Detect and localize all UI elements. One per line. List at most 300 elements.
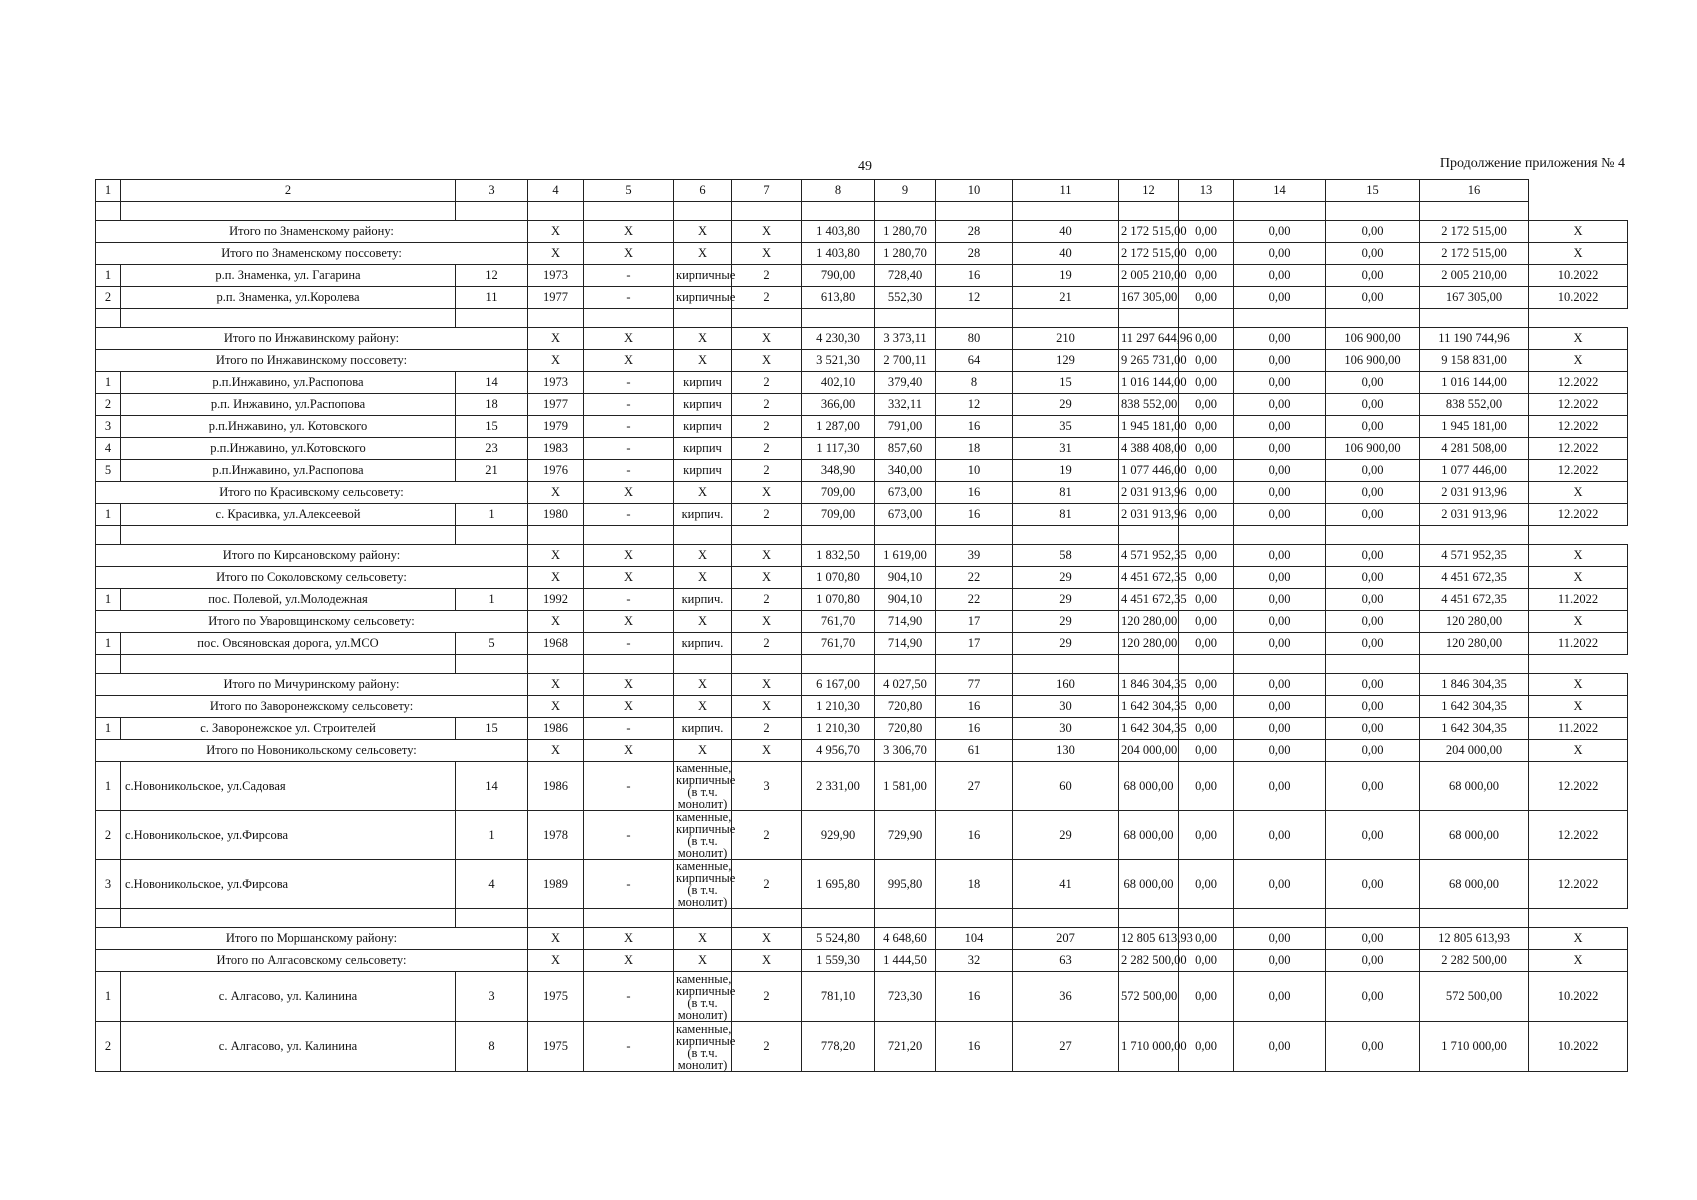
column-header: 3 [456, 180, 528, 202]
building-cell: 709,00 [802, 504, 875, 526]
building-cell: 0,00 [1179, 394, 1234, 416]
subtotal-cell: 2 172 515,00 [1119, 243, 1179, 265]
subtotal-cell: X [674, 545, 732, 567]
building-cell: 12.2022 [1529, 504, 1628, 526]
building-cell: 0,00 [1326, 460, 1420, 482]
building-cell: 0,00 [1326, 633, 1420, 655]
subtotal-cell: 0,00 [1326, 243, 1420, 265]
building-cell: 10 [936, 460, 1013, 482]
building-cell: - [584, 287, 674, 309]
building-cell: 0,00 [1234, 589, 1326, 611]
subtotal-cell: 673,00 [875, 482, 936, 504]
subtotal-cell: X [674, 243, 732, 265]
subtotal-cell: 1 280,70 [875, 243, 936, 265]
building-cell: 728,40 [875, 265, 936, 287]
column-header: 7 [732, 180, 802, 202]
building-cell: 0,00 [1326, 265, 1420, 287]
subtotal-cell: 39 [936, 545, 1013, 567]
building-cell: 21 [1013, 287, 1119, 309]
page-number: 49 [858, 159, 872, 174]
building-cell: 2 331,00 [802, 762, 875, 811]
subtotal-cell: 1 403,80 [802, 243, 875, 265]
building-cell: 3 [96, 860, 121, 909]
subtotal-cell: 129 [1013, 350, 1119, 372]
subtotal-cell: 4 648,60 [875, 928, 936, 950]
address-cell: с.Новоникольское, ул.Садовая [121, 762, 456, 811]
subtotal-cell: X [732, 482, 802, 504]
building-cell: 19 [1013, 265, 1119, 287]
building-cell: 0,00 [1326, 589, 1420, 611]
empty-cell [584, 909, 674, 928]
subtotal-cell: 64 [936, 350, 1013, 372]
empty-cell [1119, 309, 1179, 328]
building-cell: 0,00 [1179, 438, 1234, 460]
subtotal-cell: 0,00 [1326, 674, 1420, 696]
building-cell: 2 [732, 265, 802, 287]
subtotal-cell: X [1529, 950, 1628, 972]
subtotal-cell: 0,00 [1234, 740, 1326, 762]
building-cell: 16 [936, 265, 1013, 287]
subtotal-cell: X [528, 221, 584, 243]
subtotal-cell: 0,00 [1179, 350, 1234, 372]
subtotal-cell: 207 [1013, 928, 1119, 950]
subtotal-label: Итого по Новоникольскому сельсовету: [96, 740, 528, 762]
building-cell: 14 [456, 762, 528, 811]
building-cell: 0,00 [1234, 394, 1326, 416]
building-cell: 1 945 181,00 [1420, 416, 1529, 438]
building-cell: 19 [1013, 460, 1119, 482]
subtotal-cell: 0,00 [1326, 567, 1420, 589]
building-cell: 11.2022 [1529, 718, 1628, 740]
subtotal-cell: 106 900,00 [1326, 350, 1420, 372]
building-cell: 29 [1013, 589, 1119, 611]
subtotal-cell: 0,00 [1326, 221, 1420, 243]
subtotal-cell: 0,00 [1234, 696, 1326, 718]
building-cell: 1 945 181,00 [1119, 416, 1179, 438]
subtotal-label: Итого по Заворонежскому сельсовету: [96, 696, 528, 718]
column-header: 1 [96, 180, 121, 202]
empty-cell [802, 309, 875, 328]
building-cell: 0,00 [1234, 438, 1326, 460]
subtotal-cell: 0,00 [1234, 950, 1326, 972]
subtotal-cell: X [528, 350, 584, 372]
empty-cell [1013, 202, 1119, 221]
address-cell: р.п.Инжавино, ул.Распопова [121, 460, 456, 482]
empty-cell [936, 655, 1013, 674]
building-cell: 60 [1013, 762, 1119, 811]
building-cell: 120 280,00 [1119, 633, 1179, 655]
empty-cell [1234, 909, 1326, 928]
building-cell: 904,10 [875, 589, 936, 611]
building-cell: 10.2022 [1529, 287, 1628, 309]
building-cell: 0,00 [1326, 718, 1420, 740]
building-cell: 2 [96, 287, 121, 309]
building-cell: 340,00 [875, 460, 936, 482]
subtotal-cell: 0,00 [1234, 328, 1326, 350]
subtotal-cell: 714,90 [875, 611, 936, 633]
subtotal-cell: 9 265 731,00 [1119, 350, 1179, 372]
building-cell: 3 [456, 972, 528, 1022]
subtotal-cell: X [528, 950, 584, 972]
subtotal-cell: 0,00 [1179, 328, 1234, 350]
building-cell: - [584, 762, 674, 811]
building-cell: 2 [732, 860, 802, 909]
building-cell: 1 [96, 972, 121, 1022]
subtotal-cell: X [732, 611, 802, 633]
building-row [96, 718, 1628, 740]
building-cell: - [584, 589, 674, 611]
subtotal-label: Итого по Инжавинскому поссовету: [96, 350, 528, 372]
empty-cell [802, 909, 875, 928]
subtotal-cell: 4 451 672,35 [1420, 567, 1529, 589]
address-cell: р.п. Знаменка, ул. Гагарина [121, 265, 456, 287]
building-cell: 0,00 [1234, 265, 1326, 287]
building-cell: 0,00 [1326, 762, 1420, 811]
building-cell: 2 [732, 972, 802, 1022]
building-cell: 4 [96, 438, 121, 460]
building-cell: 1 [96, 589, 121, 611]
empty-cell [732, 202, 802, 221]
subtotal-cell: X [732, 674, 802, 696]
subtotal-cell: X [1529, 545, 1628, 567]
subtotal-cell: 204 000,00 [1119, 740, 1179, 762]
empty-cell [802, 655, 875, 674]
building-cell: 0,00 [1326, 287, 1420, 309]
building-cell: 14 [456, 372, 528, 394]
subtotal-label: Итого по Кирсановскому району: [96, 545, 528, 567]
building-cell: 68 000,00 [1119, 811, 1179, 860]
subtotal-cell: 28 [936, 221, 1013, 243]
empty-cell [584, 655, 674, 674]
building-cell: 720,80 [875, 718, 936, 740]
subtotal-cell: 104 [936, 928, 1013, 950]
building-cell: 2 [96, 1022, 121, 1072]
subtotal-cell: 0,00 [1179, 545, 1234, 567]
subtotal-cell: 1 559,30 [802, 950, 875, 972]
building-cell: 572 500,00 [1119, 972, 1179, 1022]
subtotal-cell: 40 [1013, 243, 1119, 265]
column-header: 5 [584, 180, 674, 202]
building-cell: 1 070,80 [802, 589, 875, 611]
building-row [96, 1022, 1628, 1072]
empty-cell [1326, 909, 1420, 928]
building-cell: 2 [732, 589, 802, 611]
subtotal-cell: X [1529, 674, 1628, 696]
spacer-row [96, 309, 1628, 328]
building-cell: 1 [456, 589, 528, 611]
building-cell: 5 [456, 633, 528, 655]
subtotal-row [96, 567, 1628, 589]
empty-cell [456, 309, 528, 328]
building-cell: 1975 [528, 972, 584, 1022]
building-cell: кирпич. [674, 589, 732, 611]
building-cell: кирпич [674, 438, 732, 460]
building-cell: 15 [1013, 372, 1119, 394]
empty-cell [1013, 655, 1119, 674]
building-cell: 0,00 [1179, 718, 1234, 740]
subtotal-cell: 4 230,30 [802, 328, 875, 350]
building-cell: 1 710 000,00 [1420, 1022, 1529, 1072]
building-cell: 1 016 144,00 [1119, 372, 1179, 394]
building-row [96, 633, 1628, 655]
empty-cell [456, 202, 528, 221]
building-cell: 0,00 [1234, 860, 1326, 909]
subtotal-cell: 0,00 [1179, 611, 1234, 633]
column-header: 12 [1119, 180, 1179, 202]
empty-cell [1179, 202, 1234, 221]
building-cell: 0,00 [1179, 416, 1234, 438]
building-cell: - [584, 633, 674, 655]
building-cell: 0,00 [1179, 287, 1234, 309]
empty-cell [528, 909, 584, 928]
building-cell: - [584, 460, 674, 482]
subtotal-cell: X [584, 740, 674, 762]
building-cell: 29 [1013, 811, 1119, 860]
building-cell: 0,00 [1179, 860, 1234, 909]
subtotal-cell: X [584, 328, 674, 350]
empty-cell [121, 655, 456, 674]
subtotal-cell: X [674, 950, 732, 972]
building-row [96, 416, 1628, 438]
subtotal-cell: X [674, 928, 732, 950]
empty-cell [121, 309, 456, 328]
subtotal-cell: 904,10 [875, 567, 936, 589]
address-cell: с. Алгасово, ул. Калинина [121, 1022, 456, 1072]
empty-cell [674, 909, 732, 928]
building-cell: 1 642 304,35 [1420, 718, 1529, 740]
building-cell: - [584, 860, 674, 909]
building-cell: 68 000,00 [1119, 762, 1179, 811]
subtotal-cell: 1 832,50 [802, 545, 875, 567]
building-cell: 3 [732, 762, 802, 811]
subtotal-cell: 2 700,11 [875, 350, 936, 372]
empty-cell [936, 909, 1013, 928]
building-cell: кирпич. [674, 718, 732, 740]
empty-cell [584, 309, 674, 328]
empty-cell [875, 655, 936, 674]
building-cell: кирпичные [674, 265, 732, 287]
building-row [96, 972, 1628, 1022]
building-cell: 27 [1013, 1022, 1119, 1072]
subtotal-cell: 1 846 304,35 [1420, 674, 1529, 696]
building-cell: 16 [936, 416, 1013, 438]
building-cell: 0,00 [1326, 1022, 1420, 1072]
empty-cell [936, 309, 1013, 328]
subtotal-row [96, 928, 1628, 950]
building-cell: 0,00 [1234, 416, 1326, 438]
subtotal-cell: 2 031 913,96 [1420, 482, 1529, 504]
empty-cell [1179, 909, 1234, 928]
building-row [96, 265, 1628, 287]
subtotal-cell: X [584, 482, 674, 504]
subtotal-cell: 2 031 913,96 [1119, 482, 1179, 504]
empty-cell [96, 202, 121, 221]
subtotal-cell: X [732, 928, 802, 950]
building-cell: 12.2022 [1529, 811, 1628, 860]
empty-cell [121, 202, 456, 221]
building-cell: 16 [936, 1022, 1013, 1072]
subtotal-cell: 0,00 [1234, 928, 1326, 950]
subtotal-row [96, 950, 1628, 972]
subtotal-cell: 0,00 [1234, 482, 1326, 504]
subtotal-cell: 1 280,70 [875, 221, 936, 243]
subtotal-cell: X [732, 221, 802, 243]
empty-cell [1420, 909, 1529, 928]
subtotal-cell: 2 282 500,00 [1119, 950, 1179, 972]
building-cell: 0,00 [1179, 460, 1234, 482]
empty-cell [1326, 655, 1420, 674]
building-cell: 1 117,30 [802, 438, 875, 460]
building-cell: 1 [96, 504, 121, 526]
building-cell: 552,30 [875, 287, 936, 309]
empty-cell [96, 309, 121, 328]
building-cell: кирпичные [674, 287, 732, 309]
empty-cell [1234, 655, 1326, 674]
empty-cell [1119, 202, 1179, 221]
subtotal-cell: 2 172 515,00 [1420, 221, 1529, 243]
subtotal-cell: X [674, 350, 732, 372]
building-cell: - [584, 811, 674, 860]
empty-cell [1420, 309, 1529, 328]
subtotal-cell: X [584, 950, 674, 972]
subtotal-cell: X [732, 950, 802, 972]
empty-cell [528, 309, 584, 328]
empty-cell [528, 526, 584, 545]
address-cell: пос. Полевой, ул.Молодежная [121, 589, 456, 611]
subtotal-cell: X [732, 545, 802, 567]
subtotal-cell: X [1529, 328, 1628, 350]
building-cell: 17 [936, 633, 1013, 655]
building-cell: - [584, 438, 674, 460]
building-cell: 4 281 508,00 [1420, 438, 1529, 460]
building-row [96, 438, 1628, 460]
building-cell: 2 [732, 416, 802, 438]
subtotal-cell: X [1529, 611, 1628, 633]
subtotal-cell: X [1529, 567, 1628, 589]
empty-cell [1179, 526, 1234, 545]
empty-cell [1119, 655, 1179, 674]
building-cell: каменные, кирпичные (в т.ч. монолит) [674, 1022, 732, 1072]
building-cell: 995,80 [875, 860, 936, 909]
building-cell: 10.2022 [1529, 1022, 1628, 1072]
building-cell: 1 287,00 [802, 416, 875, 438]
subtotal-cell: 0,00 [1179, 221, 1234, 243]
empty-cell [528, 655, 584, 674]
building-cell: 1 [456, 811, 528, 860]
building-cell: 1 695,80 [802, 860, 875, 909]
subtotal-cell: 0,00 [1179, 674, 1234, 696]
spacer-row [96, 526, 1628, 545]
building-cell: 2 [732, 504, 802, 526]
subtotal-cell: 0,00 [1234, 611, 1326, 633]
building-cell: 18 [936, 860, 1013, 909]
subtotal-cell: 0,00 [1179, 740, 1234, 762]
empty-cell [1119, 909, 1179, 928]
subtotal-row [96, 674, 1628, 696]
subtotal-row [96, 482, 1628, 504]
building-cell: 2 [732, 1022, 802, 1072]
building-cell: 1 077 446,00 [1119, 460, 1179, 482]
building-cell: 0,00 [1234, 372, 1326, 394]
building-cell: 11 [456, 287, 528, 309]
building-cell: 2 [732, 438, 802, 460]
subtotal-cell: 22 [936, 567, 1013, 589]
empty-cell [96, 655, 121, 674]
building-cell: 0,00 [1179, 265, 1234, 287]
building-cell: 36 [1013, 972, 1119, 1022]
building-cell: 1989 [528, 860, 584, 909]
subtotal-cell: 32 [936, 950, 1013, 972]
building-cell: - [584, 265, 674, 287]
address-cell: р.п. Инжавино, ул.Распопова [121, 394, 456, 416]
subtotal-cell: 3 521,30 [802, 350, 875, 372]
empty-cell [936, 526, 1013, 545]
building-cell: 613,80 [802, 287, 875, 309]
subtotal-cell: 4 027,50 [875, 674, 936, 696]
empty-cell [528, 202, 584, 221]
building-cell: - [584, 416, 674, 438]
empty-cell [1179, 655, 1234, 674]
building-cell: 838 552,00 [1119, 394, 1179, 416]
subtotal-cell: 0,00 [1326, 740, 1420, 762]
subtotal-row [96, 350, 1628, 372]
building-cell: 2 005 210,00 [1119, 265, 1179, 287]
empty-cell [732, 909, 802, 928]
subtotal-cell: 4 451 672,35 [1119, 567, 1179, 589]
building-cell: 0,00 [1179, 762, 1234, 811]
empty-cell [456, 909, 528, 928]
building-cell: 2 [732, 394, 802, 416]
subtotal-cell: 16 [936, 696, 1013, 718]
building-cell: 2 [96, 811, 121, 860]
building-cell: 68 000,00 [1420, 860, 1529, 909]
building-cell: кирпич [674, 394, 732, 416]
empty-cell [1013, 309, 1119, 328]
subtotal-cell: 1 846 304,35 [1119, 674, 1179, 696]
building-cell: 12.2022 [1529, 460, 1628, 482]
subtotal-cell: 0,00 [1234, 350, 1326, 372]
building-cell: 0,00 [1234, 504, 1326, 526]
building-cell: 2 031 913,96 [1119, 504, 1179, 526]
building-cell: 10.2022 [1529, 265, 1628, 287]
subtotal-cell: X [528, 328, 584, 350]
building-cell: 3 [96, 416, 121, 438]
subtotal-cell: 17 [936, 611, 1013, 633]
building-cell: 81 [1013, 504, 1119, 526]
subtotal-cell: 4 571 952,35 [1119, 545, 1179, 567]
building-cell: 4 451 672,35 [1119, 589, 1179, 611]
subtotal-cell: 81 [1013, 482, 1119, 504]
address-cell: р.п.Инжавино, ул.Котовского [121, 438, 456, 460]
building-cell: 18 [456, 394, 528, 416]
subtotal-cell: 0,00 [1179, 567, 1234, 589]
building-cell: 790,00 [802, 265, 875, 287]
empty-cell [732, 309, 802, 328]
building-cell: кирпич. [674, 504, 732, 526]
empty-cell [1234, 309, 1326, 328]
subtotal-cell: 2 282 500,00 [1420, 950, 1529, 972]
subtotal-label: Итого по Мичуринскому району: [96, 674, 528, 696]
address-cell: с.Новоникольское, ул.Фирсова [121, 811, 456, 860]
building-cell: 8 [936, 372, 1013, 394]
empty-cell [802, 202, 875, 221]
building-cell: 0,00 [1234, 1022, 1326, 1072]
subtotal-cell: X [1529, 740, 1628, 762]
empty-cell [1420, 655, 1529, 674]
empty-cell [1013, 909, 1119, 928]
building-cell: 27 [936, 762, 1013, 811]
subtotal-row [96, 696, 1628, 718]
